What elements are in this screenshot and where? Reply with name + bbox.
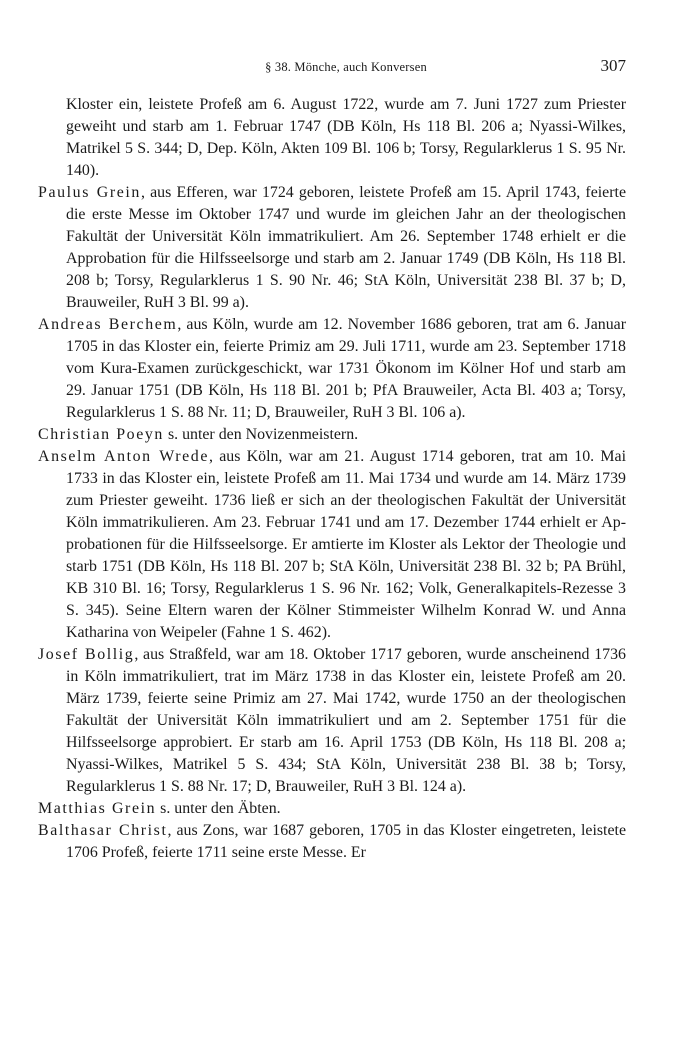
entry xyxy=(38,644,626,798)
entry-text: , aus Efferen, war 1724 geboren, leistete Profeß am 15. April 1743, feierte die erste Messe im Oktober 1747 und wurde im gleichen Jahr an der theologischen Fakultät der Universität Köln immatrikuliert. Am 26. September 1748 erhielt er die Approbation für die Hilfsseelsorge und starb am 2. Januar 1749 (DB Köln, Hs 118 Bl. 208 b; Torsy, Regularklerus 1 S. 90 Nr. 46; StA Köln, Universität 238 Bl. 37 b; D, Brauweiler, RuH 3 Bl. 99 a). xyxy=(66,184,626,311)
entry-name: Christian Poeyn xyxy=(38,426,164,443)
entry xyxy=(38,182,626,314)
entry xyxy=(38,446,626,644)
running-header xyxy=(66,56,626,80)
entry-text: s. unter den Novizenmeistern. xyxy=(163,426,359,443)
entry xyxy=(38,798,626,820)
entry xyxy=(38,820,626,864)
entry-text: , aus Köln, wurde am 12. November 1686 geboren, trat am 6. Januar 1705 in das Kloster ein, feierte Primiz am 29. Juli 1711, wurde am 23. September 1718 vom Kura-Examen zurückgeschickt, war 1731 Ökonom im Kölner Hof und starb am 29. Januar 1751 (DB Köln, Hs 118 Bl. 201 b; PfA Brauweiler, Acta Bl. 403 a; Torsy, Regularklerus 1 S. 88 Nr. 11; D, Brauweiler, RuH 3 Bl. 106 a). xyxy=(66,316,626,421)
entry-name: Paulus Grein xyxy=(38,184,141,201)
entry xyxy=(38,424,626,446)
page-number: 307 xyxy=(600,56,626,75)
entry-name: Matthias Grein xyxy=(38,800,157,817)
entry-name: Josef Bollig xyxy=(38,646,135,663)
entry-text: s. unter den Äbten. xyxy=(156,800,281,817)
entry-name: Balthasar Christ xyxy=(38,822,168,839)
entry-text: , aus Köln, war am 21. August 1714 geboren, trat am 10. Mai 1733 in das Kloster ein, leistete Profeß am 11. Mai 1734 und wurde am 14. März 1739 zum Priester geweiht. 1736 ließ er sich an der theologischen Fakultät der Universität Köln immatrikulieren. Am 23. Februar 1741 und am 17. Dezember 1744 erhielt er Approbationen für die Hilfsseelsorge. Er amtierte im Kloster als Lektor der Theologie und starb 1751 (DB Köln, Hs 118 Bl. 207 b; StA Köln, Universität 238 Bl. 32 b; PA Brühl, KB 310 Bl. 16; Torsy, Regularklerus 1 S. 96 Nr. 162; Volk, Generalkapitels-Rezesse 3 S. 345). Seine Eltern waren der Kölner Stimmeister Wilhelm Konrad W. und Anna Katharina von Weipeler (Fahne 1 S. 462). xyxy=(66,448,626,641)
entry-text: , aus Zons, war 1687 geboren, 1705 in das Kloster eingetreten, leistete 1706 Profeß, feierte 1711 seine erste Messe. Er xyxy=(66,822,626,861)
entry xyxy=(38,314,626,424)
running-title: § 38. Mönche, auch Konversen xyxy=(265,60,427,74)
entry-name: Andreas Berchem xyxy=(38,316,178,333)
body-text xyxy=(38,94,626,864)
entry-text: , aus Straßfeld, war am 18. Oktober 1717 geboren, wurde anscheinend 1736 in Köln immatrikuliert, trat im März 1738 in das Kloster ein, leistete Profeß am 20. März 1739, feierte seine Primiz am 27. Mai 1742, wurde 1750 an der theologischen Fakultät der Universität Köln immatrikuliert und am 2. September 1751 für die Hilfsseelsorge approbiert. Er starb am 16. April 1753 (DB Köln, Hs 118 Bl. 208 a; Nyassi-Wilkes, Matrikel 5 S. 434; StA Köln, Universität 238 Bl. 38 b; Torsy, Regularklerus 1 S. 88 Nr. 17; D, Brauweiler, RuH 3 Bl. 124 a). xyxy=(66,646,626,795)
continuation-paragraph: Kloster ein, leistete Profeß am 6. August 1722, wurde am 7. Juni 1727 zum Priester geweiht und starb am 1. Februar 1747 (DB Köln, Hs 118 Bl. 206 a; Nyassi-Wilkes, Matrikel 5 S. 344; D, Dep. Köln, Akten 109 Bl. 106 b; Torsy, Regularklerus 1 S. 95 Nr. 140). xyxy=(66,96,626,179)
entry-name: Anselm Anton Wrede xyxy=(38,448,209,465)
